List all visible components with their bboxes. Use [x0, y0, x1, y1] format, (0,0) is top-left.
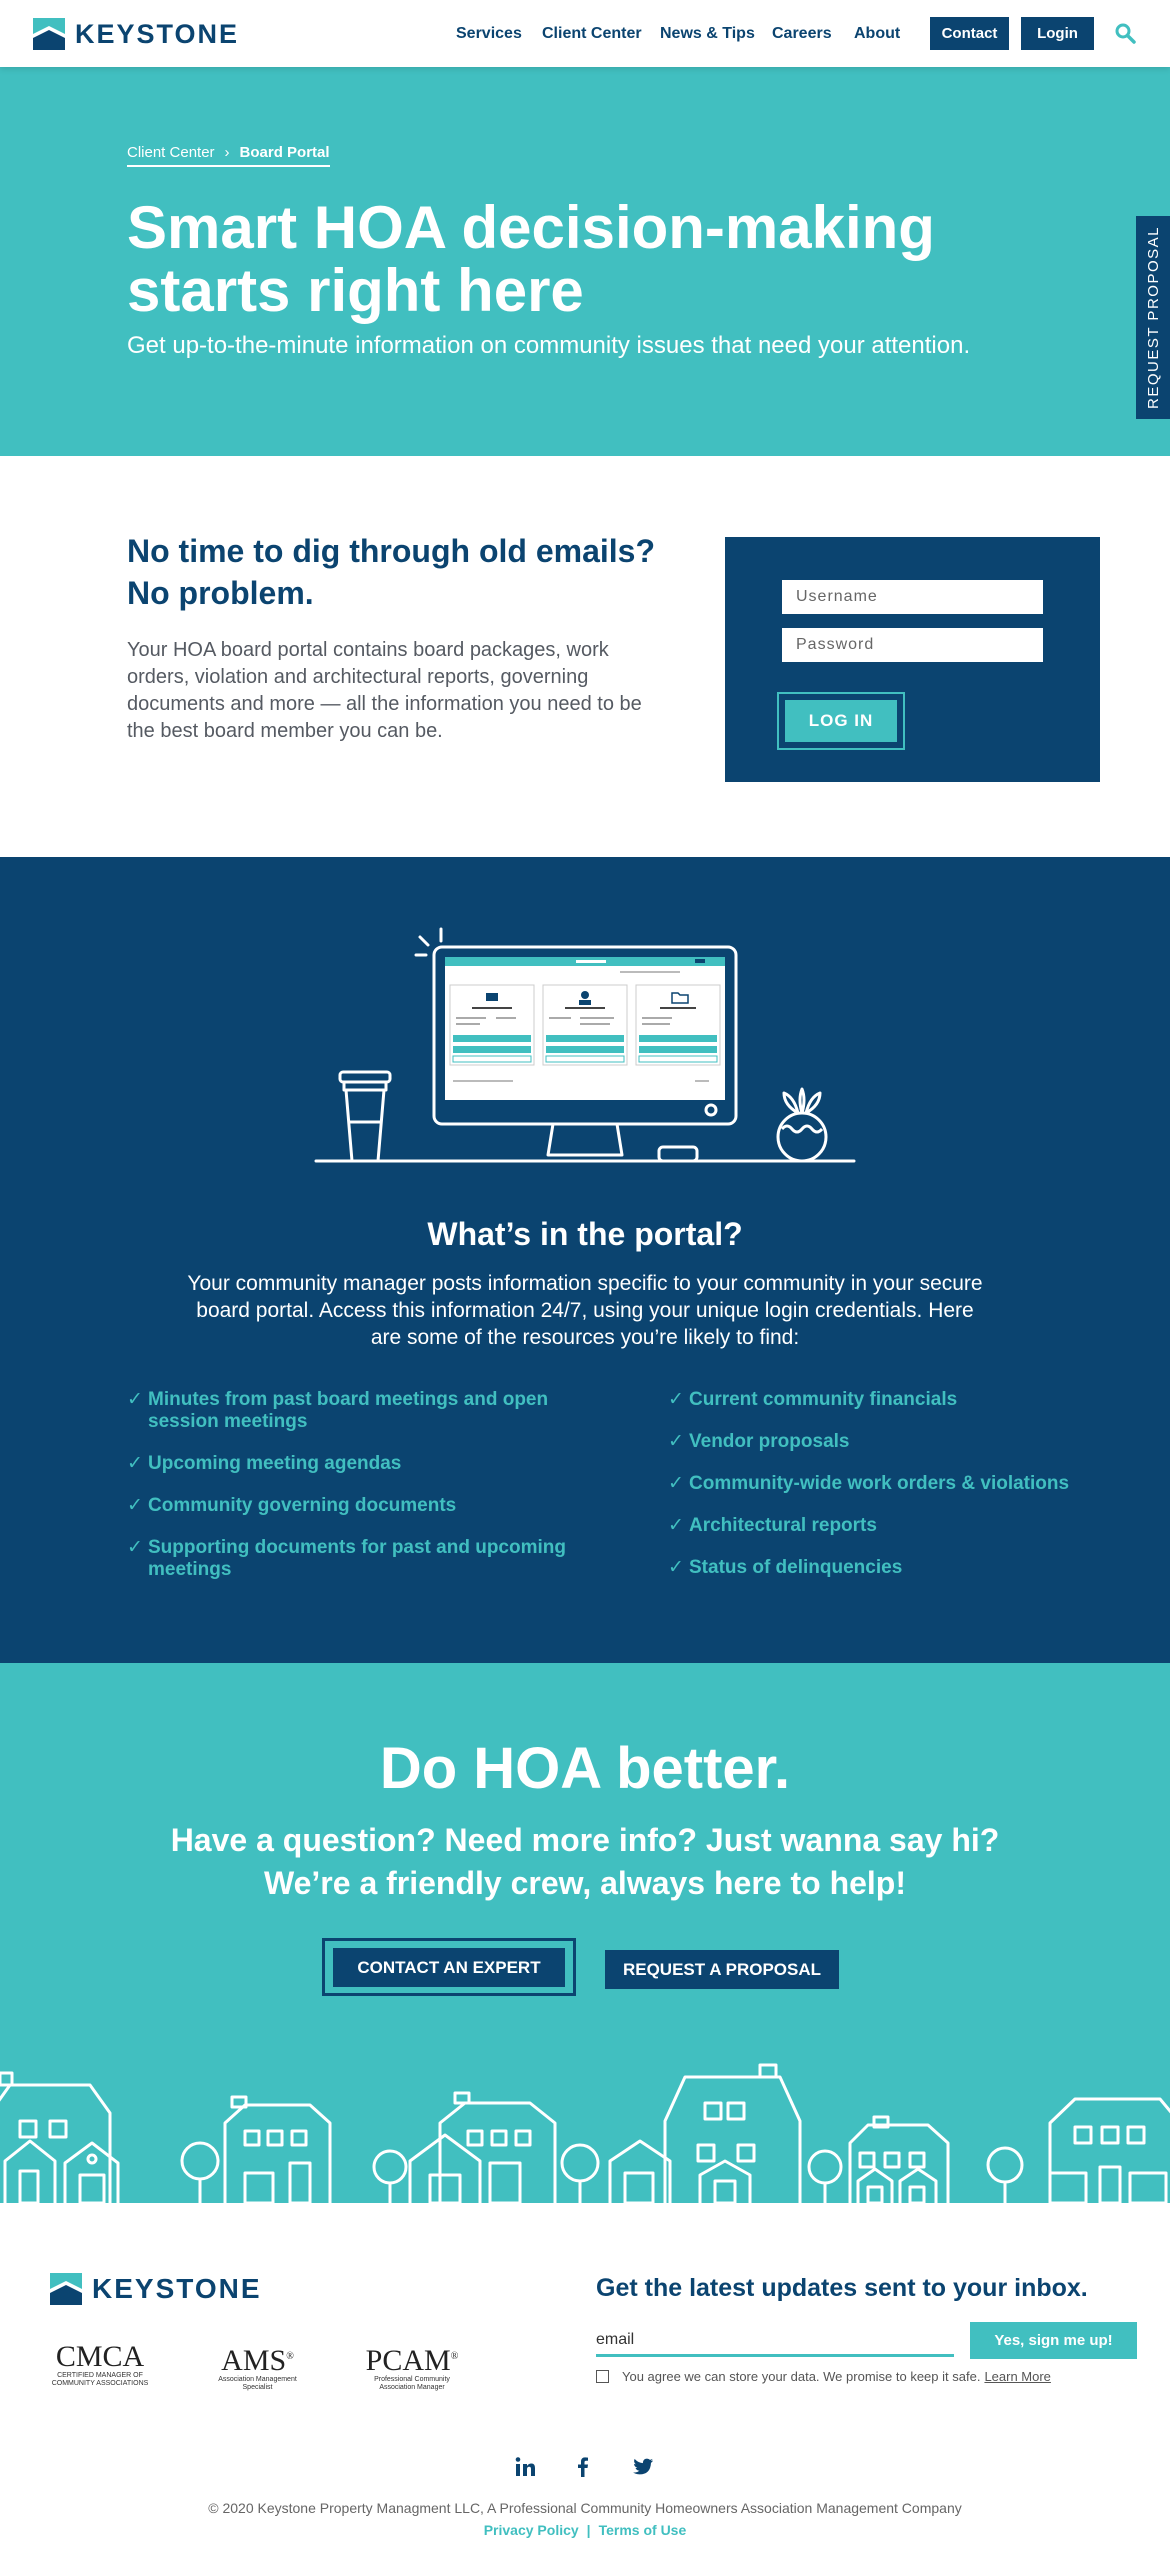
info-text: Your HOA board portal contains board packages, work orders, violation and architectural reports, governing documents and more — all the information you need to be the best board member you can be.: [127, 639, 642, 742]
header-contact-button[interactable]: Contact: [930, 17, 1009, 50]
portal-features-right: [668, 1389, 1128, 1579]
tree-icon: [988, 2148, 1022, 2182]
tree-icon: [374, 2151, 406, 2183]
facebook-icon[interactable]: [571, 2455, 595, 2479]
list-item: ✓ Community-wide work orders & violations: [668, 1473, 1070, 1494]
house-icon: [1050, 2099, 1170, 2203]
nav-careers[interactable]: Careers: [772, 24, 832, 42]
list-item: ✓ Minutes from past board meetings and open session meetings: [127, 1389, 549, 1432]
list-item: ✓ Upcoming meeting agendas: [127, 1453, 402, 1474]
keystone-logo-icon: [33, 18, 65, 50]
keystone-logo-icon: [50, 2273, 82, 2305]
check-icon: ✓: [668, 1515, 684, 1536]
check-icon: ✓: [127, 1537, 143, 1558]
consent-checkbox[interactable]: [596, 2370, 609, 2383]
house-icon: [225, 2105, 330, 2203]
copyright: © 2020 Keystone Property Managment LLC, A Professional Community Homeowners Association Management Company: [208, 2500, 962, 2516]
login-submit-button[interactable]: LOG IN: [785, 700, 897, 742]
tree-icon: [809, 2151, 841, 2183]
check-icon: ✓: [668, 1431, 684, 1452]
tree-icon: [182, 2143, 218, 2179]
newsletter-signup-button[interactable]: Yes, sign me up!: [970, 2322, 1137, 2359]
house-icon: [440, 2103, 555, 2203]
newsletter-email-input[interactable]: [596, 2325, 954, 2357]
plant-pot-icon: [778, 1089, 826, 1161]
linkedin-icon[interactable]: [513, 2455, 537, 2479]
consent-row: [596, 2369, 1051, 2384]
breadcrumb-current: Board Portal: [239, 144, 330, 161]
portal-monitor-illustration: [310, 927, 860, 1167]
footer-keystone-logo[interactable]: [50, 2273, 262, 2305]
pcam-logo: PCAM® Professional Community Association Manager: [365, 2344, 459, 2391]
nav-services[interactable]: Services: [456, 24, 522, 42]
brand-name: KEYSTONE: [75, 19, 240, 49]
list-item: ✓ Current community financials: [668, 1389, 958, 1410]
list-item: ✓ Supporting documents for past and upcoming meetings: [127, 1537, 566, 1580]
check-icon: ✓: [668, 1389, 684, 1410]
list-item: ✓ Status of delinquencies: [668, 1557, 903, 1578]
monitor-screen: [445, 957, 725, 1100]
request-proposal-button[interactable]: REQUEST A PROPOSAL: [605, 1950, 839, 1989]
check-icon: ✓: [668, 1473, 684, 1494]
password-input[interactable]: [782, 628, 1043, 662]
learn-more-link[interactable]: Learn More: [984, 2369, 1051, 2384]
terms-of-use-link[interactable]: Terms of Use: [598, 2522, 687, 2538]
portal-intro: Your community manager posts information specific to your community in your secure board portal. Access this information 24/7, using your unique login credentials. Here are some of the resources you’re likely to find:: [187, 1272, 983, 1349]
page-title: Smart HOA decision-making starts right here: [127, 194, 935, 324]
header-login-button[interactable]: Login: [1021, 17, 1094, 50]
twitter-icon[interactable]: [631, 2455, 655, 2479]
hero-subtitle: Get up-to-the-minute information on community issues that need your attention.: [127, 332, 971, 359]
consent-text: You agree we can store your data. We promise to keep it safe.: [622, 2369, 981, 2384]
request-proposal-tab-label: REQUEST PROPOSAL: [1144, 226, 1162, 409]
privacy-policy-link[interactable]: Privacy Policy: [483, 2522, 579, 2538]
legal-links: [0, 2522, 1170, 2538]
nav-client-center[interactable]: Client Center: [542, 24, 642, 42]
cta-subtitle: Have a question? Need more info? Just wanna say hi? We’re a friendly crew, always here to help!: [170, 1822, 1000, 1901]
search-icon[interactable]: [1114, 22, 1136, 44]
list-item: ✓ Community governing documents: [127, 1495, 457, 1516]
login-form: [725, 537, 1100, 782]
portal-features-left: [127, 1389, 597, 1581]
portal-title: What’s in the portal?: [427, 1216, 743, 1252]
site-header: [0, 0, 1170, 67]
coffee-cup-icon: [340, 1072, 390, 1161]
breadcrumb-separator: ›: [224, 144, 230, 161]
breadcrumb-client-center[interactable]: Client Center: [127, 144, 215, 161]
spark-lines: [416, 929, 441, 955]
check-icon: ✓: [127, 1389, 143, 1410]
login-button-frame: [777, 692, 905, 750]
contact-expert-button[interactable]: CONTACT AN EXPERT: [333, 1948, 565, 1987]
footer-brand-name: KEYSTONE: [92, 2273, 262, 2304]
tree-icon: [562, 2145, 598, 2181]
ams-logo: AMS® Association Management Specialist: [218, 2344, 297, 2391]
breadcrumb: [127, 144, 330, 167]
neighborhood-illustration: [0, 2063, 1170, 2205]
legal-separator: |: [586, 2522, 591, 2538]
cmca-logo: CMCA CERTIFIED MANAGER OF COMMUNITY ASSOCIATIONS: [51, 2340, 149, 2387]
contact-expert-frame: [322, 1938, 576, 1996]
house-icon: [665, 2077, 800, 2203]
newsletter-title: Get the latest updates sent to your inbox.: [596, 2274, 1088, 2302]
check-icon: ✓: [127, 1495, 143, 1516]
list-item: ✓ Architectural reports: [668, 1515, 877, 1536]
check-icon: ✓: [668, 1557, 684, 1578]
keystone-logo[interactable]: [33, 18, 239, 50]
check-icon: ✓: [127, 1453, 143, 1474]
request-proposal-tab[interactable]: [1136, 216, 1170, 419]
info-title: No time to dig through old emails? No problem.: [127, 533, 655, 611]
cta-title: Do HOA better.: [379, 1736, 791, 1801]
nav-news-tips[interactable]: News & Tips: [660, 24, 755, 42]
nav-about[interactable]: About: [854, 24, 901, 42]
username-input[interactable]: [782, 580, 1043, 614]
list-item: ✓ Vendor proposals: [668, 1431, 850, 1452]
